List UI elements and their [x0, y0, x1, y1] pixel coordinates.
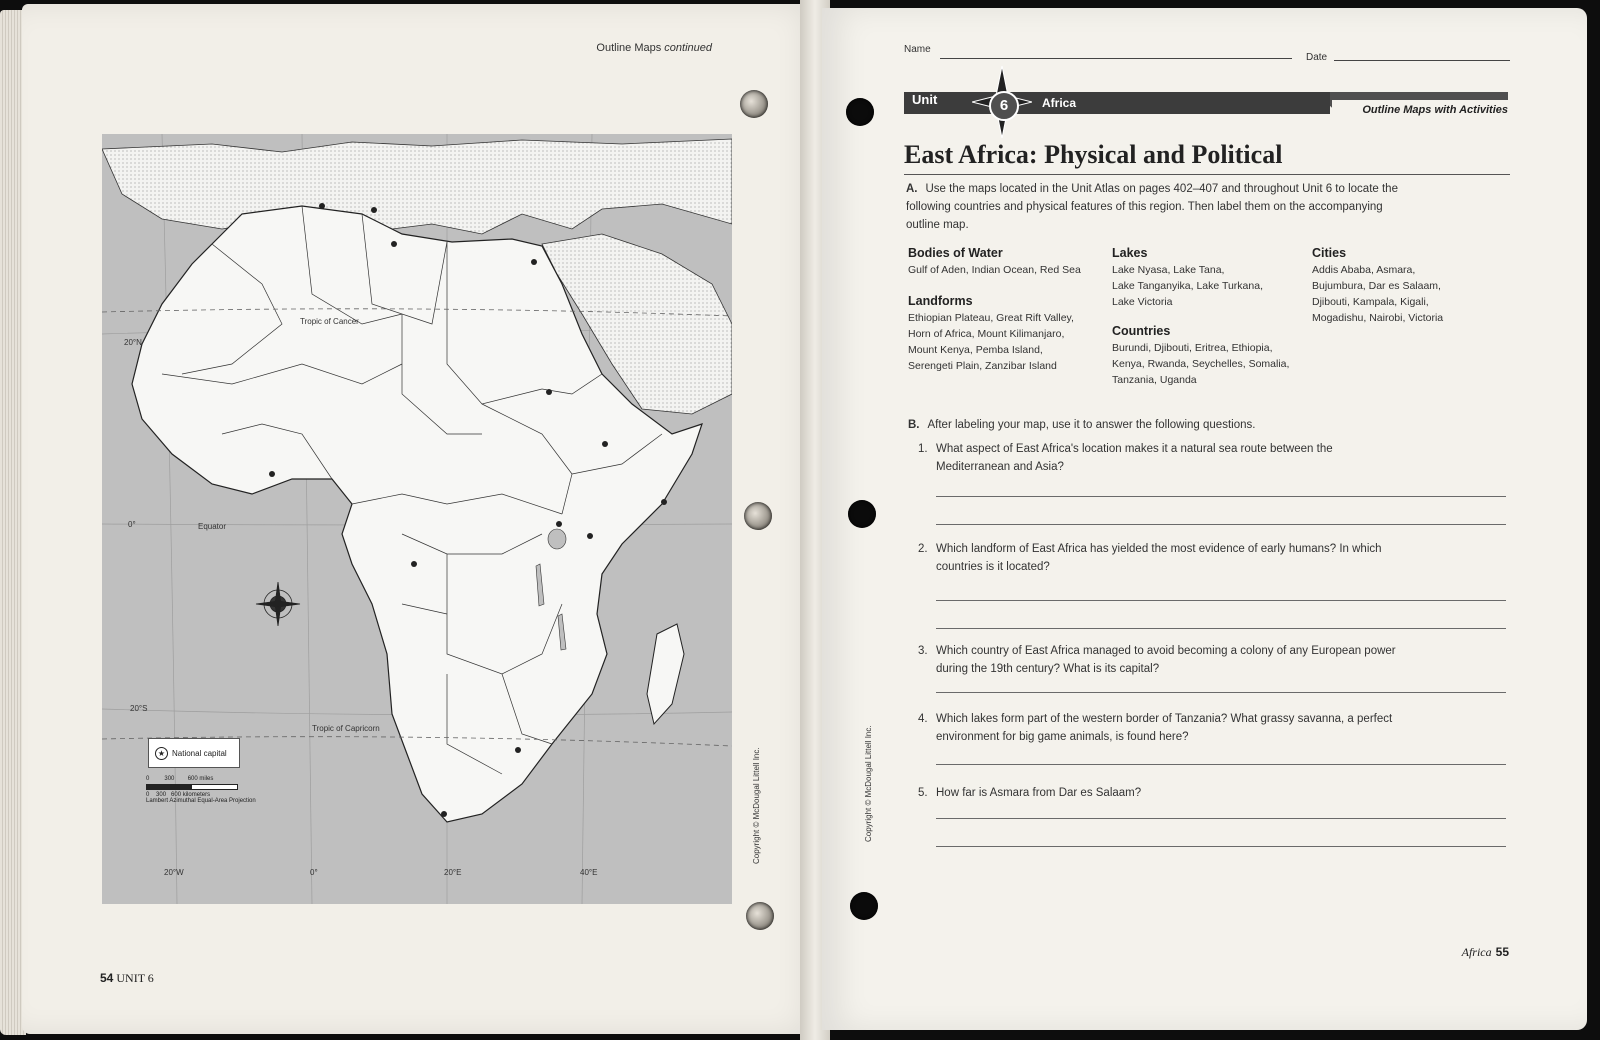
landforms-heading: Landforms [908, 294, 973, 308]
answer-line[interactable] [936, 692, 1506, 693]
lakes-heading: Lakes [1112, 246, 1148, 260]
scale-km-300: 300 [156, 792, 167, 798]
left-footer [100, 971, 154, 986]
answer-line[interactable] [936, 496, 1506, 497]
landforms-line: Horn of Africa, Mount Kilimanjaro, [908, 328, 1065, 340]
cities-line: Mogadishu, Nairobi, Victoria [1312, 312, 1444, 324]
countries-line: Tanzania, Uganda [1112, 374, 1197, 386]
map-scale [146, 776, 316, 804]
question-1 [918, 440, 1418, 476]
name-field[interactable] [940, 58, 1292, 59]
question-number: 2. [918, 543, 928, 555]
projection-label: Lambert Azimuthal Equal-Area Projection [146, 798, 256, 804]
part-b-instructions [908, 416, 1428, 434]
question-text: Which landform of East Africa has yielded the most evidence of early humans? In which countries is it located? [936, 543, 1382, 573]
tropic-of-capricorn-label: Tropic of Capricorn [312, 724, 380, 733]
capital-star-icon: ★ [155, 747, 168, 760]
answer-line[interactable] [936, 764, 1506, 765]
cities-line: Djibouti, Kampala, Kigali, [1312, 296, 1429, 308]
map-legend [148, 738, 240, 768]
bodies-of-water-heading: Bodies of Water [908, 246, 1003, 260]
answer-line[interactable] [936, 628, 1506, 629]
countries-items [1112, 340, 1289, 388]
unit-label: Unit [912, 92, 938, 107]
lakes-line: Lake Nyasa, Lake Tana, [1112, 264, 1225, 276]
part-b-text: After labeling your map, use it to answer the following questions. [927, 419, 1256, 431]
right-page [822, 8, 1587, 1030]
cities-line: Addis Ababa, Asmara, [1312, 264, 1416, 276]
part-b-letter: B. [908, 419, 920, 431]
right-footer-section: Africa [1461, 945, 1492, 959]
answer-line[interactable] [936, 818, 1506, 819]
lon-20e-label: 20°E [444, 868, 462, 877]
binder-hole [746, 902, 774, 930]
legend-label: National capital [172, 748, 227, 758]
part-a-letter: A. [906, 183, 918, 195]
unit-banner-band [904, 92, 1330, 114]
lon-0-label: 0° [310, 868, 318, 877]
landforms-line: Serengeti Plain, Zanzibar Island [908, 360, 1057, 372]
question-number: 4. [918, 713, 928, 725]
lakes-line: Lake Tanganyika, Lake Turkana, [1112, 280, 1263, 292]
left-footer-unit: UNIT 6 [116, 971, 154, 985]
right-footer [1462, 945, 1509, 960]
question-text: What aspect of East Africa's location makes it a natural sea route between the Mediterranean and Asia? [936, 443, 1333, 473]
question-3 [918, 642, 1418, 678]
scale-miles-0: 0 [146, 776, 150, 782]
cities-heading: Cities [1312, 246, 1347, 260]
right-page-number: 55 [1495, 945, 1509, 959]
scale-bar [146, 784, 238, 790]
answer-line[interactable] [936, 846, 1506, 847]
scale-km-600: 600 kilometers [171, 792, 211, 798]
left-page-number: 54 [100, 971, 114, 985]
question-5 [918, 784, 1418, 802]
binder-hole [850, 892, 878, 920]
landforms-line: Mount Kenya, Pemba Island, [908, 344, 1043, 356]
countries-heading: Countries [1112, 324, 1171, 338]
unit-region: Africa [1042, 96, 1077, 110]
binder-hole [846, 98, 874, 126]
countries-line: Burundi, Djibouti, Eritrea, Ethiopia, [1112, 342, 1273, 354]
header-title: Outline Maps [596, 42, 662, 54]
scale-miles-600: 600 miles [187, 776, 214, 782]
left-page-header [596, 42, 712, 54]
answer-line[interactable] [936, 600, 1506, 601]
worksheet-title: East Africa: Physical and Political [904, 140, 1283, 169]
lat-0-label: 0° [128, 520, 136, 529]
question-text: Which country of East Africa managed to avoid becoming a colony of any European power during the 19th century? What is its capital? [936, 645, 1396, 675]
binder-hole [740, 90, 768, 118]
name-label: Name [904, 44, 931, 55]
part-a-text: Use the maps located in the Unit Atlas on pages 402–407 and throughout Unit 6 to locate the following countries and physical features of this region. Then label them on the accompanying outline map. [906, 183, 1398, 231]
left-copyright: Copyright © McDougal Littell Inc. [752, 747, 761, 864]
header-continued: continued [664, 42, 712, 54]
question-text: How far is Asmara from Dar es Salaam? [936, 787, 1142, 799]
cities-line: Bujumbura, Dar es Salaam, [1312, 280, 1441, 292]
question-number: 5. [918, 787, 928, 799]
lat-20n-label: 20°N [124, 338, 142, 347]
scale-miles-300: 300 [164, 776, 175, 782]
lat-20s-label: 20°S [130, 704, 148, 713]
bodies-of-water-items: Gulf of Aden, Indian Ocean, Red Sea [908, 264, 1081, 276]
question-text: Which lakes form part of the western border of Tanzania? What grassy savanna, a perfect environment for big game animals, is found here? [936, 713, 1393, 743]
cities-items [1312, 262, 1443, 326]
question-number: 3. [918, 645, 928, 657]
equator-label: Equator [198, 522, 227, 531]
title-divider [904, 174, 1510, 175]
unit-number-badge: 6 [989, 91, 1019, 121]
tropic-of-cancer-label: Tropic of Cancer [300, 317, 359, 326]
africa-outline-map [102, 134, 732, 904]
lon-40e-label: 40°E [580, 868, 598, 877]
landforms-line: Ethiopian Plateau, Great Rift Valley, [908, 312, 1074, 324]
lakes-items [1112, 262, 1263, 310]
question-4 [918, 710, 1418, 746]
left-page [22, 4, 822, 1034]
right-copyright: Copyright © McDougal Littell Inc. [864, 725, 873, 842]
lon-20w-label: 20°W [164, 868, 184, 877]
section-label: Outline Maps with Activities [1332, 100, 1508, 120]
countries-line: Kenya, Rwanda, Seychelles, Somalia, [1112, 358, 1290, 370]
scale-km-0: 0 [146, 792, 150, 798]
date-label: Date [1306, 52, 1328, 63]
date-field[interactable] [1334, 60, 1510, 61]
question-number: 1. [918, 443, 928, 455]
lakes-line: Lake Victoria [1112, 296, 1173, 308]
question-2 [918, 540, 1418, 576]
part-a-instructions [906, 180, 1416, 234]
landforms-items [908, 310, 1074, 374]
binder-hole [744, 502, 772, 530]
answer-line[interactable] [936, 524, 1506, 525]
binder-hole [848, 500, 876, 528]
